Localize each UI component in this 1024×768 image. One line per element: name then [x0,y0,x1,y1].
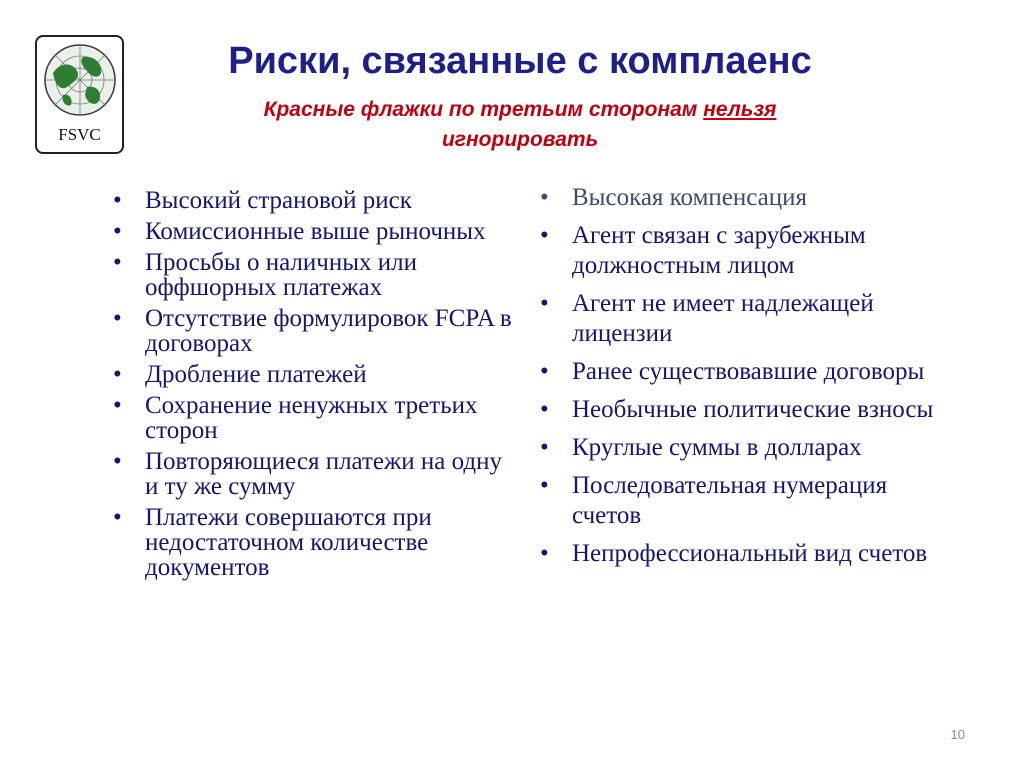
list-item [113,505,513,580]
logo-text: FSVC [58,125,101,144]
list-item-text: Сохранение ненужных третьих сторон [145,392,478,444]
list-item [540,289,960,349]
list-item [540,357,960,387]
list-item [540,221,960,281]
bullet: • [113,448,122,475]
bullet: • [540,396,549,423]
list-item-text: Просьбы о наличных или оффшорных платежах [145,249,417,301]
list-item [540,539,960,569]
bullet: • [540,184,549,211]
list-item-text: Высокая компенсация [572,184,808,211]
fsvc-logo [35,35,124,154]
list-item [113,393,513,443]
list-item [113,188,513,213]
page-subtitle [150,95,890,155]
right-bullet-list [540,183,960,577]
list-item-text: Необычные политические взносы [572,396,934,423]
list-item [540,183,960,213]
list-item [113,250,513,300]
bullet: • [113,361,122,388]
page-number: 10 [950,727,965,742]
list-item [540,395,960,425]
list-item-text: Дробление платежей [145,361,367,388]
list-item [113,362,513,387]
list-item [113,306,513,356]
globe-icon [43,43,117,117]
list-item-text: Круглые суммы в долларах [572,434,862,461]
bullet: • [540,290,549,317]
bullet: • [113,187,122,214]
bullet: • [540,540,549,567]
bullet: • [113,392,122,419]
bullet: • [540,472,549,499]
list-item [540,433,960,463]
left-bullet-list [113,188,513,586]
list-item [113,219,513,244]
bullet: • [113,249,122,276]
subtitle-emphasis: нельзя [703,98,777,121]
subtitle-part2: игнорировать [441,128,599,151]
list-item [540,471,960,531]
list-item-text: Повторяющиеся платежи на одну и ту же сумму [145,448,503,500]
list-item-text: Агент связан с зарубежным должностным лицом [572,222,866,279]
bullet: • [113,305,122,332]
list-item-text: Агент не имеет надлежащей лицензии [572,290,874,347]
bullet: • [540,358,549,385]
list-item-text: Ранее существовавшие договоры [572,358,925,385]
page-title: Риски, связанные с комплаенс [228,40,812,82]
list-item-text: Отсутствие формулировок FCPA в договорах [145,305,512,357]
list-item-text: Высокий страновой риск [145,187,412,214]
bullet: • [540,434,549,461]
bullet: • [540,222,549,249]
list-item-text: Непрофессиональный вид счетов [572,540,928,567]
bullet: • [113,218,122,245]
bullet: • [113,504,122,531]
list-item-text: Комиссионные выше рыночных [145,218,486,245]
list-item-text: Последовательная нумерация счетов [572,472,888,529]
list-item-text: Платежи совершаются при недостаточном количестве документов [145,504,432,581]
subtitle-part1: Красные флажки по третьим сторонам [263,98,704,121]
list-item [113,449,513,499]
